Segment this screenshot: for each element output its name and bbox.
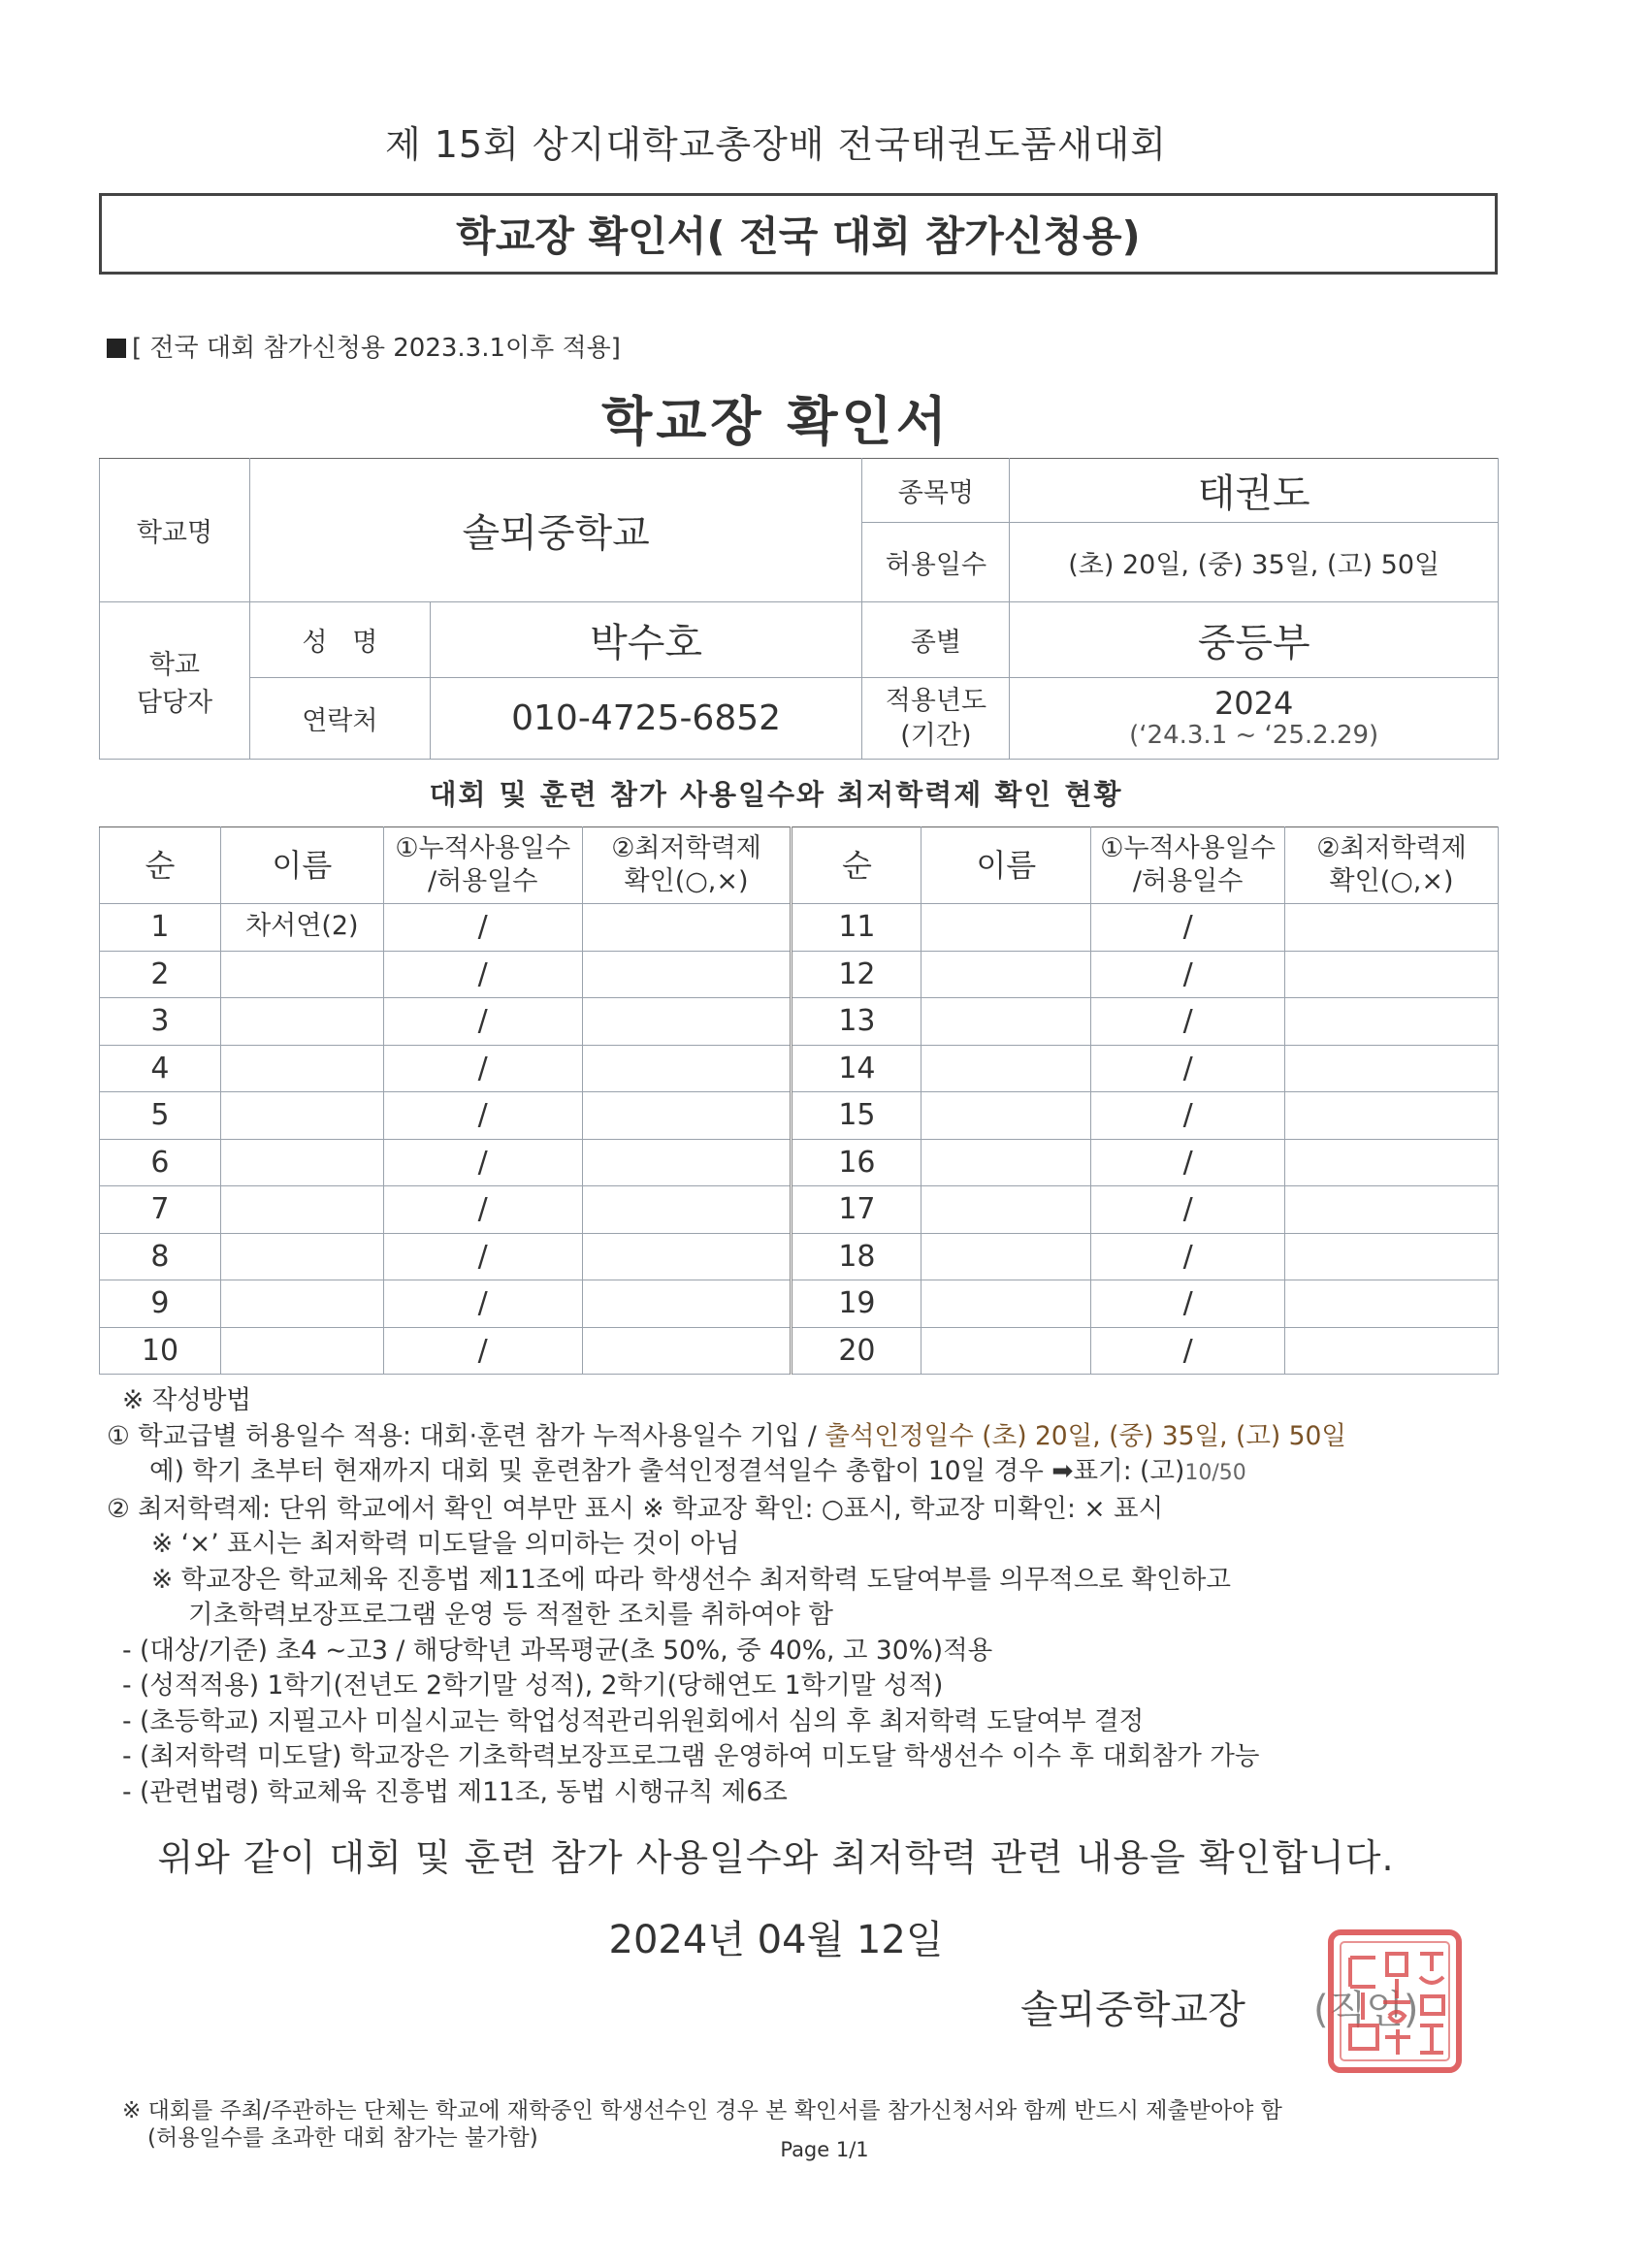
row-name: 차서연(2)	[220, 904, 383, 952]
row-check	[582, 998, 792, 1046]
row-check	[1285, 1186, 1499, 1234]
header-days-line2: /허용일수	[427, 866, 538, 896]
guide-detail-3: - (초등학교) 지필고사 미실시교는 학업성적관리위원회에서 심의 후 최저학력 도달여부 결정	[122, 1705, 1145, 1736]
row-name	[220, 1280, 383, 1328]
row-days: /	[1091, 1186, 1285, 1234]
guide-detail-5: - (관련법령) 학교체육 진흥법 제11조, 동법 시행규칙 제6조	[122, 1776, 788, 1807]
header-min-line2: 확인(○,×)	[1329, 866, 1454, 896]
row-days: /	[383, 1139, 582, 1186]
header-days-line1: ①누적사용일수	[395, 833, 571, 864]
allowed-days-value: (초) 20일, (중) 35일, (고) 50일	[1010, 523, 1499, 602]
row-no: 14	[792, 1045, 922, 1092]
row-check	[1285, 1280, 1499, 1328]
row-check	[1285, 1233, 1499, 1280]
footnote-line-2: (허용일수를 초과한 대회 참가는 불가함)	[147, 2125, 538, 2151]
sport-label: 종목명	[862, 459, 1010, 523]
school-value: 솔뫼중학교	[249, 459, 862, 602]
row-check	[582, 904, 792, 952]
guide-note-1: ※ ‘×’ 표시는 최저학력 미도달을 의미하는 것이 아님	[151, 1529, 740, 1559]
row-days: /	[1091, 1280, 1285, 1328]
year-value: 2024	[1213, 685, 1294, 723]
row-days: /	[383, 998, 582, 1046]
row-name	[922, 951, 1091, 998]
row-days: /	[1091, 998, 1285, 1046]
row-no: 7	[100, 1186, 221, 1234]
page-number: Page 1/1	[780, 2138, 869, 2161]
main-title: 학교장 확인서	[601, 391, 951, 452]
row-name	[922, 1045, 1091, 1092]
header-days-left	[383, 827, 582, 904]
row-no: 19	[792, 1280, 922, 1328]
row-name	[220, 951, 383, 998]
school-seal-icon	[1327, 1928, 1463, 2074]
row-no: 5	[100, 1092, 221, 1140]
manager-label	[100, 602, 250, 760]
division-value: 중등부	[1010, 602, 1499, 678]
apply-note-text: [ 전국 대회 참가신청용 2023.3.1이후 적용]	[132, 334, 621, 363]
row-name	[220, 1327, 383, 1375]
signer-name: 솔뫼중학교장	[1020, 1988, 1245, 2032]
guide-detail-2: - (성적적용) 1학기(전년도 2학기말 성적), 2학기(당해연도 1학기말 성적)	[122, 1670, 944, 1701]
table-row	[100, 1092, 1499, 1140]
table-row	[100, 1327, 1499, 1375]
period-value: (‘24.3.1 ~ ‘25.2.29)	[1129, 720, 1379, 750]
row-days: /	[383, 1092, 582, 1140]
header-no-left: 순	[100, 827, 221, 904]
row-name	[220, 1139, 383, 1186]
row-no: 13	[792, 998, 922, 1046]
guide-note-2b: 기초학력보장프로그램 운영 등 적절한 조치를 취하여야 함	[188, 1600, 833, 1630]
row-name	[922, 1092, 1091, 1140]
row-days: /	[383, 1186, 582, 1234]
row-no: 8	[100, 1233, 221, 1280]
contact-label: 연락처	[249, 678, 430, 760]
manager-label-line2: 담당자	[136, 687, 213, 718]
guide-example-value: 10/50	[1184, 1461, 1246, 1485]
row-name	[220, 998, 383, 1046]
row-check	[582, 1092, 792, 1140]
writing-guide	[107, 1383, 1542, 1810]
table-row	[100, 1186, 1499, 1234]
row-name	[220, 1186, 383, 1234]
row-name	[922, 1139, 1091, 1186]
table-row	[100, 1280, 1499, 1328]
table-row	[100, 1045, 1499, 1092]
row-no: 10	[100, 1327, 221, 1375]
status-title: 대회 및 훈련 참가 사용일수와 최저학력제 확인 현황	[429, 778, 1123, 811]
table-row	[100, 951, 1499, 998]
attendance-table	[99, 826, 1499, 1375]
header-min-line2: 확인(○,×)	[624, 866, 749, 896]
row-days: /	[1091, 904, 1285, 952]
row-days: /	[383, 1045, 582, 1092]
year-label-line2: (기간)	[900, 720, 972, 751]
row-no: 4	[100, 1045, 221, 1092]
row-no: 9	[100, 1280, 221, 1328]
table-row	[100, 904, 1499, 952]
row-days: /	[383, 1280, 582, 1328]
row-name	[922, 1186, 1091, 1234]
footnote-line-1: ※ 대회를 주최/주관하는 단체는 학교에 재학중인 학생선수인 경우 본 확인서를 참가신청서와 함께 반드시 제출받아야 함	[122, 2098, 1282, 2123]
row-days: /	[383, 904, 582, 952]
guide-heading: ※ 작성방법	[122, 1385, 252, 1415]
attendance-header-row	[100, 827, 1499, 904]
header-min-left	[582, 827, 792, 904]
guide-example-text: 예) 학기 초부터 현재까지 대회 및 훈련참가 출석인정결석일수 총합이 10일 경우 ➡표기: (고)	[149, 1456, 1185, 1486]
row-no: 12	[792, 951, 922, 998]
contact-value: 010-4725-6852	[430, 678, 862, 760]
row-name	[922, 998, 1091, 1046]
issue-date: 2024년 04월 12일	[608, 1918, 944, 1962]
name-value: 박수호	[430, 602, 862, 678]
table-row	[100, 1233, 1499, 1280]
row-no: 20	[792, 1327, 922, 1375]
row-no: 11	[792, 904, 922, 952]
row-check	[582, 1186, 792, 1234]
guide-item-2: ② 최저학력제: 단위 학교에서 확인 여부만 표시 ※ 학교장 확인: ○표시, 학교장 미확인: × 표시	[107, 1493, 1164, 1524]
manager-label-line1: 학교	[148, 649, 201, 680]
row-check	[1285, 951, 1499, 998]
event-title: 제 15회 상지대학교총장배 전국태권도품새대회	[384, 123, 1168, 166]
header-min-right	[1285, 827, 1499, 904]
row-check	[582, 1280, 792, 1328]
header-name-right: 이름	[922, 827, 1091, 904]
info-table	[99, 458, 1499, 760]
row-check	[1285, 1327, 1499, 1375]
guide-item-1-text: ① 학교급별 허용일수 적용: 대회·훈련 참가 누적사용일수 기입 /	[107, 1420, 825, 1451]
row-no: 17	[792, 1186, 922, 1234]
row-check	[1285, 1045, 1499, 1092]
row-no: 6	[100, 1139, 221, 1186]
guide-note-2: ※ 학교장은 학교체육 진흥법 제11조에 따라 학생선수 최저학력 도달여부를 의무적으로 확인하고	[151, 1564, 1231, 1595]
confirm-statement: 위와 같이 대회 및 훈련 참가 사용일수와 최저학력 관련 내용을 확인합니다.	[157, 1836, 1395, 1879]
row-check	[582, 1327, 792, 1375]
row-no: 2	[100, 951, 221, 998]
row-no: 1	[100, 904, 221, 952]
header-no-right: 순	[792, 827, 922, 904]
attendance-body	[100, 904, 1499, 1375]
row-days: /	[383, 951, 582, 998]
row-no: 16	[792, 1139, 922, 1186]
name-label: 성 명	[249, 602, 430, 678]
row-check	[582, 1233, 792, 1280]
header-days-line1: ①누적사용일수	[1100, 833, 1276, 864]
square-bullet-icon	[107, 339, 126, 358]
year-label	[862, 678, 1010, 760]
row-days: /	[1091, 1139, 1285, 1186]
row-check	[1285, 998, 1499, 1046]
seal-mark-text: (직인)	[1313, 1988, 1419, 2032]
document-title-box	[99, 193, 1498, 275]
header-days-line2: /허용일수	[1132, 866, 1244, 896]
row-check	[582, 1045, 792, 1092]
row-no: 18	[792, 1233, 922, 1280]
document-title: 학교장 확인서( 전국 대회 참가신청용)	[456, 212, 1141, 260]
row-name	[922, 1327, 1091, 1375]
apply-note	[107, 328, 621, 364]
guide-detail-4: - (최저학력 미도달) 학교장은 기초학력보장프로그램 운영하여 미도달 학생선수 이수 후 대회참가 가능	[122, 1741, 1260, 1771]
row-no: 3	[100, 998, 221, 1046]
row-days: /	[1091, 1045, 1285, 1092]
row-check	[1285, 1139, 1499, 1186]
sport-value: 태권도	[1010, 459, 1499, 523]
header-min-line1: ②최저학력제	[611, 833, 761, 864]
row-no: 15	[792, 1092, 922, 1140]
row-check	[1285, 1092, 1499, 1140]
row-name	[220, 1045, 383, 1092]
division-label: 종별	[862, 602, 1010, 678]
school-label: 학교명	[100, 459, 250, 602]
table-row	[100, 1139, 1499, 1186]
row-days: /	[1091, 1092, 1285, 1140]
row-days: /	[1091, 951, 1285, 998]
row-check	[582, 1139, 792, 1186]
year-label-line1: 적용년도	[885, 686, 987, 717]
row-name	[220, 1092, 383, 1140]
row-name	[922, 1280, 1091, 1328]
guide-item-1	[107, 1419, 1542, 1455]
row-days: /	[383, 1233, 582, 1280]
guide-item-1-example	[107, 1454, 1542, 1492]
row-name	[922, 904, 1091, 952]
row-days: /	[1091, 1233, 1285, 1280]
row-days: /	[1091, 1327, 1285, 1375]
guide-detail-1: - (대상/기준) 초4 ~고3 / 해당학년 과목평균(초 50%, 중 40%, 고 30%)적용	[122, 1635, 993, 1666]
row-check	[582, 951, 792, 998]
allowed-days-label: 허용일수	[862, 523, 1010, 602]
guide-item-1-highlight: 출석인정일수 (초) 20일, (중) 35일, (고) 50일	[824, 1420, 1347, 1451]
header-name-left: 이름	[220, 827, 383, 904]
row-name	[922, 1233, 1091, 1280]
row-name	[220, 1233, 383, 1280]
row-check	[1285, 904, 1499, 952]
table-row	[100, 998, 1499, 1046]
year-cell	[1010, 678, 1499, 760]
header-min-line1: ②최저학력제	[1316, 833, 1467, 864]
row-days: /	[383, 1327, 582, 1375]
header-days-right	[1091, 827, 1285, 904]
